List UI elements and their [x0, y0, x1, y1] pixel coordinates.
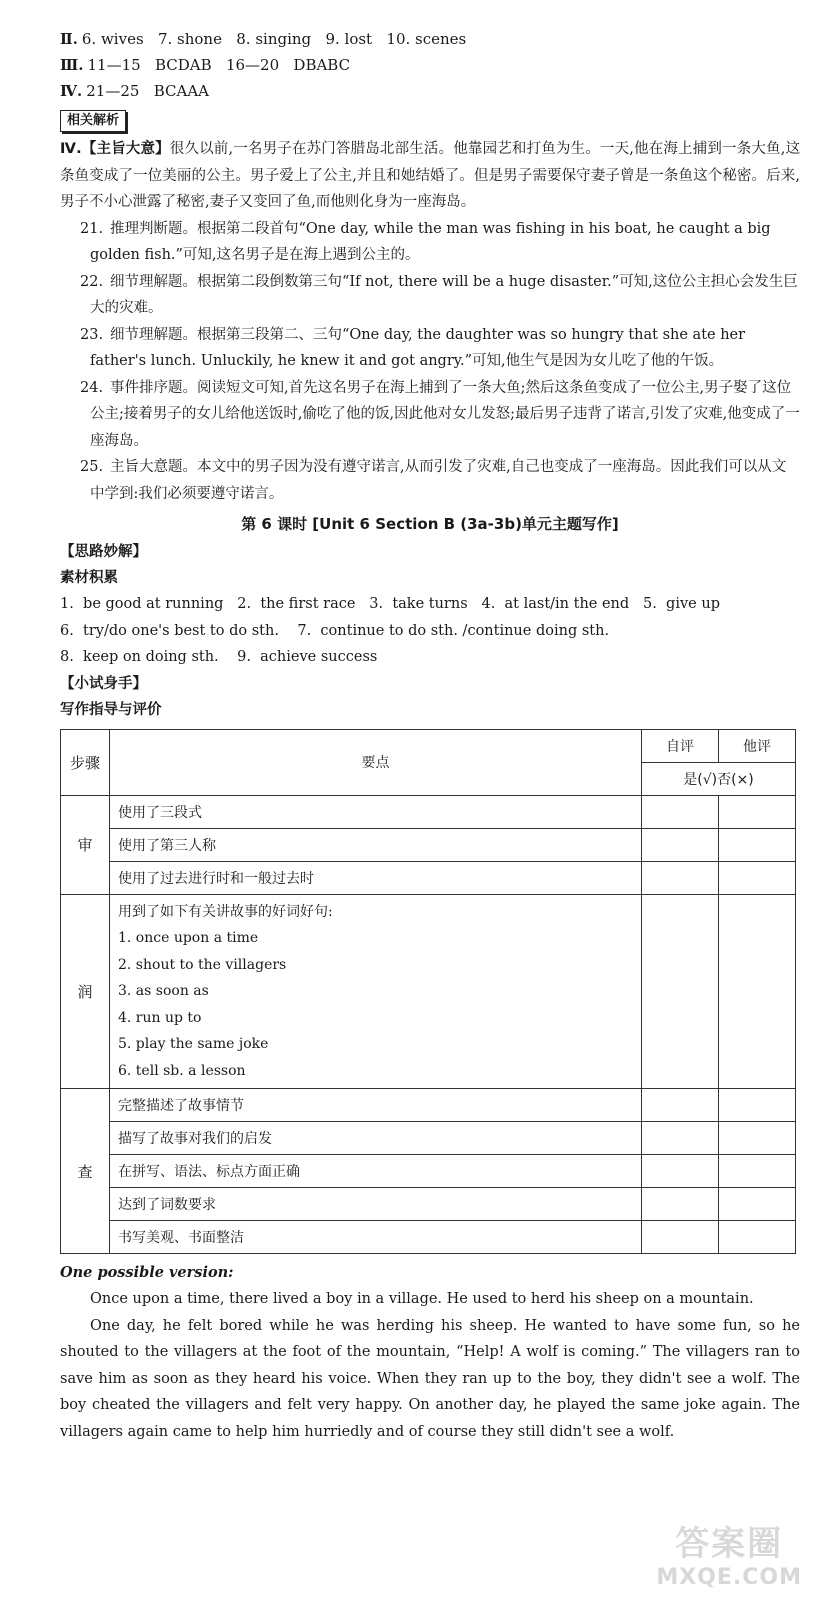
point-cell: 书写美观、书面整洁: [110, 1221, 642, 1254]
analysis-item: [60, 269, 800, 322]
header-points: 要点: [110, 729, 642, 795]
practice-heading: 【小试身手】: [60, 675, 147, 692]
point-cell: 使用了第三人称: [110, 828, 642, 861]
watermark-top: 答案圈: [675, 1524, 784, 1564]
self-check-cell[interactable]: [642, 1221, 719, 1254]
essay-paragraph: Once upon a time, there lived a boy in a village. He used to herd his sheep on a mountain.: [90, 1291, 754, 1307]
analysis-item: [60, 454, 800, 507]
answer-text: 11—15 BCDAB 16—20 DBABC: [87, 56, 351, 74]
answer-roman: Ⅲ.: [60, 56, 84, 74]
phrase-item: 5. play the same joke: [118, 1036, 269, 1052]
lesson-title: 第 6 课时 [Unit 6 Section B (3a-3b)单元主题写作]: [241, 515, 619, 533]
self-check-cell[interactable]: [642, 1089, 719, 1122]
item-number: 22.: [80, 273, 104, 290]
answer-line-2: [60, 26, 800, 52]
analysis-item: [60, 375, 800, 455]
self-check-cell[interactable]: [642, 861, 719, 894]
analysis-item: [60, 322, 800, 375]
answer-roman: Ⅳ.: [60, 82, 83, 100]
thinking-heading: 【思路妙解】: [60, 544, 147, 560]
item-text: 事件排序题。阅读短文可知,首先这名男子在海上捕到了一条大鱼;然后这条鱼变成了一位公主,男子娶了这位公主;接着男子的女儿给他送饭时,偷吃了他的饭,因此他对女儿发怒;最后男子违背了诺言,引发了灾难,他变成了一座海岛。: [90, 379, 800, 449]
rubric-table: [60, 729, 796, 1255]
material-line: 8. keep on doing sth. 9. achieve success: [60, 649, 378, 665]
header-step: 步骤: [61, 729, 110, 795]
peer-check-cell[interactable]: [719, 1221, 796, 1254]
step-polish: 润: [61, 894, 110, 1089]
self-check-cell[interactable]: [642, 1122, 719, 1155]
answer-line-4: [60, 78, 800, 104]
peer-check-cell[interactable]: [719, 795, 796, 828]
item-text: 主旨大意题。本文中的男子因为没有遵守诺言,从而引发了灾难,自己也变成了一座海岛。因此我们可以从文中学到:我们必须要遵守诺言。: [90, 459, 787, 502]
phrase-item: 4. run up to: [118, 1009, 202, 1026]
item-number: 21.: [80, 220, 104, 237]
summary-text: 很久以前,一名男子在苏门答腊岛北部生活。他靠园艺和打鱼为生。一天,他在海上捕到一条大鱼,这条鱼变成了一位美丽的公主。男子爱上了公主,并且和她结婚了。但是男子需要保守妻子曾是一条鱼这个秘密。后来,男子不小心泄露了秘密,妻子又变回了鱼,而他则化身为一座海岛。: [60, 141, 800, 210]
material-heading: 素材积累: [60, 570, 118, 586]
item-text: 细节理解题。根据第二段倒数第三句“If not, there will be a huge disaster.”可知,这位公主担心会发生巨大的灾难。: [90, 273, 798, 316]
self-check-cell[interactable]: [642, 795, 719, 828]
material-line: 6. try/do one's best to do sth. 7. continue to do sth. /continue doing sth.: [60, 622, 610, 639]
self-check-cell[interactable]: [642, 1155, 719, 1188]
self-check-cell[interactable]: [642, 1188, 719, 1221]
summary-label: 【主旨大意】: [81, 141, 170, 157]
phrase-item: 3. as soon as: [118, 983, 209, 999]
answer-line-3: [60, 52, 800, 78]
peer-check-cell[interactable]: [719, 861, 796, 894]
answer-page: [60, 26, 800, 1445]
version-label: One possible version:: [60, 1264, 234, 1281]
item-number: 23.: [80, 326, 104, 343]
peer-check-cell[interactable]: [719, 894, 796, 1089]
point-cell: 达到了词数要求: [110, 1188, 642, 1221]
self-check-cell[interactable]: [642, 894, 719, 1089]
step-check: 查: [61, 1089, 110, 1254]
answer-roman: Ⅱ.: [60, 30, 78, 48]
point-cell: 在拼写、语法、标点方面正确: [110, 1155, 642, 1188]
guide-heading: 写作指导与评价: [60, 701, 162, 718]
item-number: 24.: [80, 379, 104, 396]
peer-check-cell[interactable]: [719, 1122, 796, 1155]
item-text: 推理判断题。根据第二段首句“One day, while the man was fishing in his boat, he caught a big golden fish.”可知,这名男子是在海上遇到公主的。: [90, 220, 771, 263]
header-peer: 他评: [719, 729, 796, 762]
point-cell: 描写了故事对我们的启发: [110, 1122, 642, 1155]
answer-text: 21—25 BCAAA: [86, 82, 210, 100]
peer-check-cell[interactable]: [719, 1155, 796, 1188]
analysis-item: [60, 216, 800, 269]
point-cell: 使用了三段式: [110, 795, 642, 828]
point-cell: 完整描述了故事情节: [110, 1089, 642, 1122]
phrase-item: 6. tell sb. a lesson: [118, 1062, 246, 1079]
summary-paragraph: [60, 136, 800, 216]
watermark-logo: [656, 1516, 802, 1590]
material-line: 1. be good at running 2. the first race 3. take turns 4. at last/in the end 5. give up: [60, 596, 720, 612]
essay-paragraph: One day, he felt bored while he was herding his sheep. He wanted to have some fun, so he shouted to the villagers at the foot of the mountain, “Help! A wolf is coming.” The villagers ran to save him as soon as they heard his voice. When they ran up to the boy, they didn't see a wolf. The boy cheated the villagers and felt very happy. On another day, he played the same joke again. The villagers again came to help him hurriedly and of course they still didn't see a wolf.: [60, 1317, 800, 1440]
self-check-cell[interactable]: [642, 828, 719, 861]
point-cell: 使用了过去进行时和一般过去时: [110, 861, 642, 894]
header-self: 自评: [642, 729, 719, 762]
step-review: 审: [61, 795, 110, 894]
item-number: 25.: [80, 459, 104, 475]
item-text: 细节理解题。根据第三段第二、三句“One day, the daughter was so hungry that she ate her father's lunch. Unluckily, he knew it and got angry.”可知,他生气是因为女儿吃了他的午饭。: [90, 326, 746, 369]
answer-text: 6. wives 7. shone 8. singing 9. lost 10. scenes: [81, 30, 467, 48]
watermark-bottom: MXQE.COM: [656, 1565, 802, 1590]
peer-check-cell[interactable]: [719, 1188, 796, 1221]
header-yes-no: 是(√)否(×): [642, 762, 796, 795]
phrase-item: 2. shout to the villagers: [118, 956, 287, 973]
peer-check-cell[interactable]: [719, 1089, 796, 1122]
phrase-intro: 用到了如下有关讲故事的好词好句:: [118, 903, 333, 920]
analysis-tag: 相关解析: [60, 110, 126, 132]
phrase-cell: [110, 894, 642, 1089]
phrase-item: 1. once upon a time: [118, 930, 259, 946]
peer-check-cell[interactable]: [719, 828, 796, 861]
summary-prefix: Ⅳ.: [60, 141, 82, 157]
